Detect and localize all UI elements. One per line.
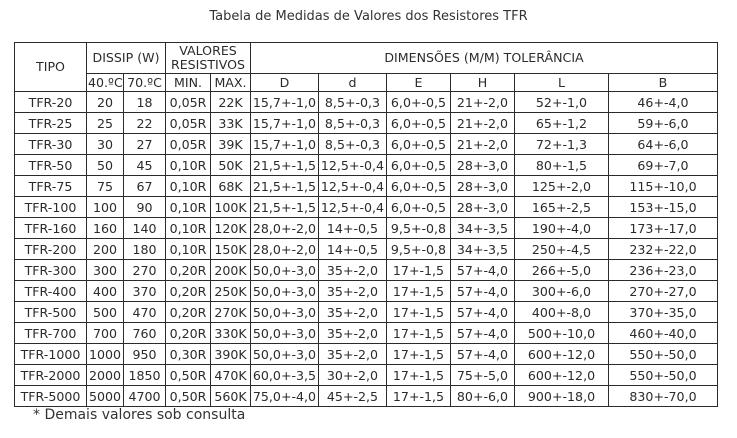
cell-max: 560K	[211, 386, 251, 407]
cell-b: 830+-70,0	[609, 386, 718, 407]
cell-w70: 1850	[124, 365, 166, 386]
cell-l: 80+-1,5	[515, 155, 609, 176]
cell-d: 8,5+-0,3	[319, 92, 387, 113]
cell-l: 190+-4,0	[515, 218, 609, 239]
cell-d: 14+-0,5	[319, 218, 387, 239]
cell-max: 22K	[211, 92, 251, 113]
cell-l: 266+-5,0	[515, 260, 609, 281]
cell-max: 68K	[211, 176, 251, 197]
cell-b: 550+-50,0	[609, 344, 718, 365]
cell-w70: 67	[124, 176, 166, 197]
cell-w40: 160	[87, 218, 124, 239]
cell-e: 9,5+-0,8	[387, 239, 451, 260]
cell-d: 28,0+-2,0	[251, 239, 319, 260]
cell-e: 17+-1,5	[387, 386, 451, 407]
cell-b: 550+-50,0	[609, 365, 718, 386]
table-row	[15, 260, 718, 281]
cell-d: 21,5+-1,5	[251, 176, 319, 197]
cell-b: 69+-7,0	[609, 155, 718, 176]
header-dim-L: L	[515, 74, 609, 92]
cell-w40: 75	[87, 176, 124, 197]
cell-w40: 20	[87, 92, 124, 113]
resistor-spec-table	[14, 42, 718, 407]
table-row	[15, 197, 718, 218]
table-row	[15, 344, 718, 365]
cell-max: 390K	[211, 344, 251, 365]
cell-w70: 27	[124, 134, 166, 155]
cell-min: 0,05R	[166, 92, 211, 113]
cell-tipo: TFR-2000	[15, 365, 87, 386]
header-valores-resistivos: VALORES RESISTIVOS	[166, 43, 251, 74]
cell-w70: 140	[124, 218, 166, 239]
header-dim-D: D	[251, 74, 319, 92]
cell-l: 300+-6,0	[515, 281, 609, 302]
cell-l: 52+-1,0	[515, 92, 609, 113]
cell-tipo: TFR-160	[15, 218, 87, 239]
cell-h: 57+-4,0	[451, 281, 515, 302]
cell-b: 173+-17,0	[609, 218, 718, 239]
cell-d: 50,0+-3,0	[251, 260, 319, 281]
cell-max: 33K	[211, 113, 251, 134]
cell-max: 470K	[211, 365, 251, 386]
cell-h: 57+-4,0	[451, 344, 515, 365]
cell-w70: 180	[124, 239, 166, 260]
cell-max: 39K	[211, 134, 251, 155]
cell-h: 28+-3,0	[451, 155, 515, 176]
cell-l: 600+-12,0	[515, 365, 609, 386]
cell-w70: 270	[124, 260, 166, 281]
cell-w70: 760	[124, 323, 166, 344]
cell-min: 0,05R	[166, 113, 211, 134]
table-row	[15, 365, 718, 386]
header-dissip: DISSIP (W)	[87, 43, 166, 74]
table-row	[15, 155, 718, 176]
cell-d: 14+-0,5	[319, 239, 387, 260]
header-min: MIN.	[166, 74, 211, 92]
cell-max: 200K	[211, 260, 251, 281]
cell-d: 28,0+-2,0	[251, 218, 319, 239]
cell-w70: 4700	[124, 386, 166, 407]
cell-e: 17+-1,5	[387, 323, 451, 344]
table-row	[15, 176, 718, 197]
cell-w40: 700	[87, 323, 124, 344]
cell-b: 232+-22,0	[609, 239, 718, 260]
cell-w40: 5000	[87, 386, 124, 407]
cell-e: 6,0+-0,5	[387, 176, 451, 197]
cell-d: 50,0+-3,0	[251, 281, 319, 302]
cell-d: 15,7+-1,0	[251, 92, 319, 113]
cell-w40: 30	[87, 134, 124, 155]
cell-w70: 950	[124, 344, 166, 365]
cell-e: 17+-1,5	[387, 281, 451, 302]
cell-min: 0,10R	[166, 155, 211, 176]
cell-tipo: TFR-30	[15, 134, 87, 155]
cell-b: 115+-10,0	[609, 176, 718, 197]
cell-tipo: TFR-700	[15, 323, 87, 344]
table-row	[15, 386, 718, 407]
table-row	[15, 134, 718, 155]
header-dim-H: H	[451, 74, 515, 92]
cell-tipo: TFR-1000	[15, 344, 87, 365]
cell-w40: 500	[87, 302, 124, 323]
cell-min: 0,50R	[166, 386, 211, 407]
cell-max: 120K	[211, 218, 251, 239]
header-dissip-40: 40.ºC	[88, 74, 123, 90]
cell-tipo: TFR-5000	[15, 386, 87, 407]
cell-tipo: TFR-50	[15, 155, 87, 176]
header-dim-B: B	[609, 74, 718, 92]
cell-d: 12,5+-0,4	[319, 176, 387, 197]
cell-d: 75,0+-4,0	[251, 386, 319, 407]
cell-d: 50,0+-3,0	[251, 302, 319, 323]
table-row	[15, 113, 718, 134]
cell-d: 15,7+-1,0	[251, 113, 319, 134]
cell-max: 330K	[211, 323, 251, 344]
cell-d: 35+-2,0	[319, 323, 387, 344]
cell-h: 75+-5,0	[451, 365, 515, 386]
cell-h: 28+-3,0	[451, 197, 515, 218]
cell-e: 17+-1,5	[387, 365, 451, 386]
cell-l: 72+-1,3	[515, 134, 609, 155]
cell-d: 50,0+-3,0	[251, 323, 319, 344]
cell-d: 21,5+-1,5	[251, 197, 319, 218]
cell-b: 59+-6,0	[609, 113, 718, 134]
cell-b: 46+-4,0	[609, 92, 718, 113]
cell-e: 17+-1,5	[387, 344, 451, 365]
table-row	[15, 239, 718, 260]
cell-l: 65+-1,2	[515, 113, 609, 134]
cell-w70: 370	[124, 281, 166, 302]
cell-tipo: TFR-300	[15, 260, 87, 281]
cell-d: 45+-2,5	[319, 386, 387, 407]
cell-d: 12,5+-0,4	[319, 155, 387, 176]
cell-e: 17+-1,5	[387, 302, 451, 323]
cell-w70: 45	[124, 155, 166, 176]
table-row	[15, 218, 718, 239]
cell-b: 460+-40,0	[609, 323, 718, 344]
cell-e: 6,0+-0,5	[387, 155, 451, 176]
cell-min: 0,50R	[166, 365, 211, 386]
cell-h: 34+-3,5	[451, 239, 515, 260]
cell-b: 370+-35,0	[609, 302, 718, 323]
cell-d: 35+-2,0	[319, 344, 387, 365]
cell-e: 17+-1,5	[387, 260, 451, 281]
header-dim-E: E	[387, 74, 451, 92]
cell-tipo: TFR-400	[15, 281, 87, 302]
cell-b: 64+-6,0	[609, 134, 718, 155]
cell-l: 600+-12,0	[515, 344, 609, 365]
cell-e: 6,0+-0,5	[387, 134, 451, 155]
cell-w40: 25	[87, 113, 124, 134]
cell-max: 150K	[211, 239, 251, 260]
cell-h: 57+-4,0	[451, 323, 515, 344]
cell-d: 35+-2,0	[319, 260, 387, 281]
table-row	[15, 281, 718, 302]
cell-min: 0,10R	[166, 176, 211, 197]
cell-d: 8,5+-0,3	[319, 134, 387, 155]
cell-l: 165+-2,5	[515, 197, 609, 218]
cell-d: 30+-2,0	[319, 365, 387, 386]
cell-e: 6,0+-0,5	[387, 92, 451, 113]
cell-w40: 2000	[87, 365, 124, 386]
cell-d: 35+-2,0	[319, 302, 387, 323]
cell-l: 500+-10,0	[515, 323, 609, 344]
cell-d: 50,0+-3,0	[251, 344, 319, 365]
cell-min: 0,10R	[166, 197, 211, 218]
cell-h: 21+-2,0	[451, 113, 515, 134]
cell-w70: 18	[124, 92, 166, 113]
cell-tipo: TFR-20	[15, 92, 87, 113]
cell-d: 60,0+-3,5	[251, 365, 319, 386]
table-body	[15, 92, 718, 407]
cell-e: 9,5+-0,8	[387, 218, 451, 239]
cell-w40: 50	[87, 155, 124, 176]
cell-h: 21+-2,0	[451, 92, 515, 113]
cell-l: 900+-18,0	[515, 386, 609, 407]
cell-e: 6,0+-0,5	[387, 197, 451, 218]
cell-w70: 470	[124, 302, 166, 323]
cell-e: 6,0+-0,5	[387, 113, 451, 134]
cell-w40: 300	[87, 260, 124, 281]
cell-tipo: TFR-500	[15, 302, 87, 323]
table-row	[15, 302, 718, 323]
cell-l: 125+-2,0	[515, 176, 609, 197]
cell-max: 250K	[211, 281, 251, 302]
table-row	[15, 323, 718, 344]
cell-w40: 1000	[87, 344, 124, 365]
cell-w70: 22	[124, 113, 166, 134]
cell-tipo: TFR-75	[15, 176, 87, 197]
header-tipo: TIPO	[15, 43, 87, 92]
cell-d: 21,5+-1,5	[251, 155, 319, 176]
cell-min: 0,20R	[166, 260, 211, 281]
header-max: MAX.	[211, 74, 251, 92]
cell-b: 270+-27,0	[609, 281, 718, 302]
cell-h: 34+-3,5	[451, 218, 515, 239]
header-dimensoes: DIMENSÕES (M/M) TOLERÂNCIA	[251, 43, 718, 74]
cell-b: 236+-23,0	[609, 260, 718, 281]
cell-h: 57+-4,0	[451, 302, 515, 323]
cell-w40: 100	[87, 197, 124, 218]
cell-max: 270K	[211, 302, 251, 323]
cell-d: 8,5+-0,3	[319, 113, 387, 134]
header-dissip-70: 70.ºC	[124, 74, 166, 92]
table-title: Tabela de Medidas de Valores dos Resistores TFR	[209, 9, 528, 24]
cell-l: 400+-8,0	[515, 302, 609, 323]
cell-h: 80+-6,0	[451, 386, 515, 407]
cell-max: 50K	[211, 155, 251, 176]
footnote: * Demais valores sob consulta	[33, 407, 246, 423]
cell-d: 35+-2,0	[319, 281, 387, 302]
cell-tipo: TFR-100	[15, 197, 87, 218]
cell-max: 100K	[211, 197, 251, 218]
cell-tipo: TFR-200	[15, 239, 87, 260]
cell-b: 153+-15,0	[609, 197, 718, 218]
cell-w40: 400	[87, 281, 124, 302]
cell-tipo: TFR-25	[15, 113, 87, 134]
cell-min: 0,20R	[166, 281, 211, 302]
header-dim-d: d	[319, 74, 387, 92]
cell-h: 21+-2,0	[451, 134, 515, 155]
cell-l: 250+-4,5	[515, 239, 609, 260]
cell-w70: 90	[124, 197, 166, 218]
cell-min: 0,20R	[166, 323, 211, 344]
cell-min: 0,10R	[166, 239, 211, 260]
cell-min: 0,20R	[166, 302, 211, 323]
cell-h: 28+-3,0	[451, 176, 515, 197]
cell-min: 0,30R	[166, 344, 211, 365]
cell-w40: 200	[87, 239, 124, 260]
cell-d: 12,5+-0,4	[319, 197, 387, 218]
table-row	[15, 92, 718, 113]
cell-min: 0,05R	[166, 134, 211, 155]
cell-min: 0,10R	[166, 218, 211, 239]
cell-h: 57+-4,0	[451, 260, 515, 281]
cell-d: 15,7+-1,0	[251, 134, 319, 155]
